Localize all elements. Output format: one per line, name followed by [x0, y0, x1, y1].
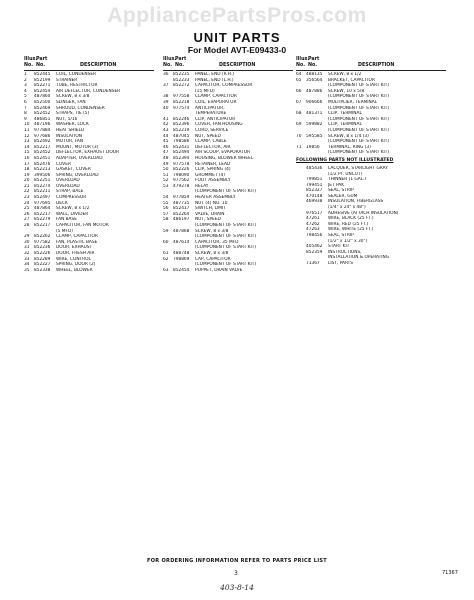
part-description: WASHER, LOCK	[56, 122, 89, 128]
part-description: STRAINER	[56, 77, 78, 83]
part-number: 852219	[173, 127, 190, 133]
part-description: START KIT	[328, 244, 350, 250]
part-number: 798869	[173, 256, 190, 262]
illus-number: 43	[163, 127, 169, 133]
page-title: UNIT PARTS	[193, 30, 281, 45]
part-description: SPRING, DOOR (2)	[56, 262, 96, 268]
part-number: 485436	[306, 165, 323, 171]
part-number: 852452	[34, 111, 51, 117]
header-part: Part	[308, 57, 320, 62]
part-number: 799451	[306, 182, 323, 188]
part-number: 405462	[306, 244, 323, 250]
part-number: 976517	[306, 210, 323, 216]
part-description: COIL, CONDENSER	[56, 72, 97, 77]
table-row	[296, 261, 446, 267]
part-description: (COMPONENT OF START KIT)	[195, 189, 257, 195]
illus-number: 2	[24, 77, 27, 83]
part-number: 852199	[34, 77, 51, 83]
part-description: RETAINER, LEAD	[195, 161, 231, 167]
part-description: INSTALLATION & OPERATING	[328, 255, 390, 261]
illus-number: 48	[163, 155, 169, 161]
part-description: CAPACITOR, FAN MOTOR	[56, 223, 109, 229]
part-description: CLAMP, CAPACITOR	[56, 234, 98, 240]
part-description: AIR DEFLECTOR, CONDENSER	[56, 88, 121, 94]
part-description: (COMPONENT OF START KIT)	[328, 83, 390, 89]
part-number: 977582	[34, 239, 51, 245]
handwritten-note: 403-8-14	[220, 583, 254, 592]
part-number: 852394	[173, 155, 190, 161]
part-description: MOUNT, MOTOR (3)	[56, 144, 99, 150]
header-no: No.	[163, 63, 173, 68]
illus-number: 20	[24, 178, 30, 184]
illus-number: 52	[163, 178, 169, 184]
part-description: DOOR, EXHAUST	[56, 245, 93, 251]
illus-number: 59	[163, 228, 169, 234]
part-description: CLIP, SPRING (4)	[195, 167, 231, 173]
part-description: (COMPONENT OF START KIT)	[328, 150, 390, 156]
part-number: 487860	[34, 94, 51, 100]
part-description: WIRE, CONTROL	[56, 256, 91, 262]
part-description: (COMPONENT OF START KIT)	[328, 127, 390, 133]
header-part-no: No.	[175, 63, 185, 68]
illus-number: 46	[163, 144, 169, 150]
table-row	[24, 268, 154, 274]
part-number: 852492	[34, 139, 51, 145]
part-number: 852218	[173, 99, 190, 105]
part-description: SCREW, 8 x 3/8	[195, 251, 229, 256]
part-description: FAN, PLASTIC BASE	[56, 239, 98, 245]
part-description: SEAL, STRIP	[328, 233, 354, 239]
part-description: CAP, CAPACITOR	[195, 256, 231, 262]
illus-number: 67	[296, 99, 302, 105]
header-no: No.	[296, 63, 306, 68]
part-number: 488135	[306, 72, 323, 77]
illus-number: 25	[24, 206, 30, 212]
illus-number: 33	[24, 256, 30, 262]
part-description: WIRE, WHITE (25 FT.)	[328, 227, 374, 233]
part-description: DEFLECTOR, AIR	[195, 144, 231, 150]
part-number: 487614	[173, 239, 190, 245]
part-description: (5 MFD)	[56, 228, 73, 234]
part-number: 852359	[306, 249, 323, 255]
part-description: BRACKET, CAPACITOR	[328, 77, 375, 83]
illus-number: 70	[296, 133, 302, 139]
illus-number: 16	[24, 155, 30, 161]
part-number: 852417	[173, 206, 190, 212]
column-header	[24, 57, 154, 71]
part-number: 852213	[34, 167, 51, 173]
part-description: CLAMP, CAPACITOR	[195, 94, 237, 100]
illus-number: 68	[296, 111, 302, 117]
parts-column-3	[296, 57, 446, 267]
illus-number: 1	[24, 72, 27, 77]
part-description: ADHESIVE (ATTACH INSULATION)	[328, 210, 399, 216]
part-description: WHEEL, BLOWER	[56, 267, 93, 273]
part-number: 852217	[34, 211, 51, 217]
illus-number: 62	[163, 256, 169, 262]
part-description: SLINGER, FAN	[56, 99, 86, 105]
part-description: COIL, EVAPORATOR	[195, 99, 237, 105]
part-number: 852289	[34, 256, 51, 262]
part-description: STRAP, BALE	[56, 189, 84, 195]
header-part-no: No.	[308, 63, 318, 68]
part-description: ANTICIPATOR,	[195, 105, 225, 111]
part-number: 852226	[34, 251, 51, 256]
illus-number: 36	[163, 72, 169, 77]
part-number: 977558	[173, 94, 190, 100]
illus-number: 31	[24, 245, 30, 251]
part-number: 798456	[306, 233, 323, 239]
illus-number: 21	[24, 183, 30, 189]
part-number: 977578	[173, 161, 190, 167]
part-description: (COMPONENT OF START KIT)	[328, 105, 390, 111]
part-description: CAPACITOR, COMPRESSOR	[195, 83, 253, 89]
part-number: 906666	[306, 99, 323, 105]
part-number: 852445	[34, 72, 51, 77]
header-illus: Illus.	[163, 57, 177, 62]
part-description: SWITCH, LIMIT	[195, 206, 226, 212]
part-number: 852233	[173, 77, 190, 83]
part-description: NUT (4) NO. 10	[195, 200, 228, 206]
part-description: SPRING, OVERLOAD	[56, 172, 99, 178]
illus-number: 10	[24, 122, 30, 128]
part-number: 47262	[306, 221, 320, 227]
part-number: 71367	[306, 261, 320, 266]
not-illustrated-heading: FOLLOWING PARTS NOT ILLUSTRATED	[296, 157, 394, 163]
illus-number: 47	[163, 150, 169, 156]
part-description: RELAY	[195, 183, 209, 189]
page-number: 3	[234, 570, 238, 577]
part-number: 487868	[173, 228, 190, 234]
part-description: HOUSING, BLOWER WHEEL	[195, 155, 254, 161]
part-number: 479278	[173, 183, 190, 189]
document-code: 71367	[442, 570, 458, 576]
part-number: 852272	[173, 83, 190, 89]
header-part: Part	[36, 57, 48, 62]
part-number: 487045	[173, 133, 190, 139]
part-description: NUT, SPEED	[195, 133, 221, 139]
header-part: Part	[175, 57, 187, 62]
illus-number: 61	[163, 251, 169, 256]
part-number: 47261	[306, 216, 320, 222]
part-description: SCREW, 8 x 1/2	[328, 72, 362, 77]
part-description: PANEL, END (R.H.)	[195, 72, 234, 77]
header-illus: Illus.	[296, 57, 310, 62]
part-description: DECK	[56, 200, 68, 206]
part-number: 487864	[34, 206, 51, 212]
part-description: WIRE, BLACK (25 FT.)	[328, 216, 374, 222]
part-description: VALVE, DRAIN	[195, 211, 225, 217]
header-no: No.	[24, 63, 34, 68]
part-description: (1/2" x 1/2" x 30")	[328, 238, 368, 244]
part-description: MULTIPLIER, TERMINAL	[328, 99, 378, 105]
part-description: (COMPONENT OF START KIT)	[328, 94, 390, 100]
part-number: 852396	[173, 122, 190, 128]
part-description: (COMPONENT OF START KIT)	[328, 139, 390, 145]
header-illus: Illus.	[24, 57, 38, 62]
column-header	[296, 57, 446, 71]
part-description: INSULATION, FIBERGLASS	[328, 199, 384, 205]
part-number: 852279	[34, 217, 51, 223]
illus-number: 57	[163, 211, 169, 217]
part-number: 852494	[173, 150, 190, 156]
part-description: TERMINAL, RING (3)	[328, 144, 371, 150]
illus-number: 27	[24, 217, 30, 223]
parts-column-1	[24, 57, 154, 273]
header-description: DESCRIPTION	[80, 63, 117, 68]
part-description: (COMPONENT OF START KIT)	[195, 245, 257, 251]
illus-number: 69	[296, 122, 302, 128]
illus-number: 45	[163, 139, 169, 145]
part-number: 852454	[173, 267, 190, 273]
part-number: 977884	[34, 127, 51, 133]
part-description: TUBE, RESTRICTOR	[56, 83, 98, 89]
illus-number: 60	[163, 239, 169, 245]
illus-number: 42	[163, 122, 169, 128]
part-description: JET PAK	[328, 182, 345, 188]
part-number: 481371	[306, 111, 323, 117]
illus-number: 56	[163, 206, 169, 212]
part-description: GROMMET (4)	[195, 172, 225, 178]
part-number: 852236	[34, 245, 51, 251]
part-description: CAPACITOR, 35 MFD	[195, 239, 239, 245]
illus-number: 51	[163, 172, 169, 178]
part-description: SEAL, STRIP	[328, 188, 354, 194]
part-number: 356564	[306, 77, 323, 83]
part-description: (1/2 PT. UNCUT)	[328, 171, 363, 177]
part-number: 486197	[173, 217, 190, 223]
illus-number: 37	[163, 83, 169, 89]
part-description: (1/4" x 24" x 48")	[328, 205, 366, 211]
part-description: NUT, 5/16	[56, 116, 78, 122]
part-description: NUT, SPEED	[195, 217, 221, 223]
part-description: COMPRESSOR	[56, 195, 87, 201]
part-description: COVER	[56, 161, 71, 167]
illus-number: 12	[24, 133, 30, 139]
illus-number: 23	[24, 195, 30, 201]
part-description: WIRE, RED (25 FT.)	[328, 221, 369, 227]
illus-number: 39	[163, 99, 169, 105]
part-number: 487196	[34, 122, 51, 128]
part-description: HEATER ASSEMBLY	[195, 195, 236, 201]
part-number: 852251	[34, 178, 51, 184]
part-number: 852476	[34, 161, 51, 167]
header-description: DESCRIPTION	[358, 63, 395, 68]
part-number: 852246	[173, 116, 190, 122]
part-number: 852431	[173, 144, 190, 150]
illus-number: 4	[24, 88, 27, 94]
table-row	[163, 268, 293, 274]
part-number: 852327	[306, 188, 323, 194]
header-part-no: No.	[36, 63, 46, 68]
illus-number: 19	[24, 172, 30, 178]
illus-number: 58	[163, 217, 169, 223]
illus-number: 26	[24, 211, 30, 217]
illus-number: 53	[163, 183, 169, 189]
part-description: OVERLOAD	[56, 178, 80, 184]
part-number: 852454	[34, 88, 51, 94]
part-description: HEAT SHIELD	[56, 127, 85, 133]
column-header	[163, 57, 293, 71]
part-description: ADAPTER, OVERLOAD	[56, 155, 103, 161]
part-description: MOTOR, FAN	[56, 139, 84, 145]
illus-number: 32	[24, 251, 30, 256]
part-description: TEMPERATURE	[195, 111, 227, 117]
part-number: 488748	[173, 251, 190, 256]
part-number: 19856	[306, 144, 320, 150]
illus-number: 41	[163, 116, 169, 122]
illus-number: 50	[163, 167, 169, 173]
part-description: SCREW, 10 x 5/8	[328, 88, 365, 94]
part-number: 469938	[306, 199, 323, 205]
part-description: INSTRUCTIONS,	[328, 249, 362, 255]
header-description: DESCRIPTION	[219, 63, 256, 68]
part-description: POPPET, DRAIN VALVE	[195, 267, 243, 273]
watermark: AppliancePartsPros.com	[107, 4, 367, 27]
part-description: (COMPONENT OF START KIT)	[328, 116, 390, 122]
part-number: 798090	[173, 172, 190, 178]
part-number: 798586	[173, 139, 190, 145]
illus-number: 14	[24, 144, 30, 150]
illus-number: 71	[296, 144, 302, 150]
illus-number: 44	[163, 133, 169, 139]
part-description: PANEL, END (L.H.)	[195, 77, 234, 83]
illus-number: 55	[163, 200, 169, 206]
part-number: 852226	[173, 167, 190, 173]
part-description: COVER, FAN HOUSING	[195, 122, 243, 128]
part-description: OVERLOAD	[56, 183, 80, 189]
model-subtitle: For Model AVT-E09433-0	[187, 45, 287, 55]
part-number: 595585	[306, 133, 323, 139]
illus-number: 35	[24, 267, 30, 273]
part-description: FAN BASE	[56, 217, 77, 223]
part-number: 486851	[34, 116, 51, 122]
part-number: 852497	[34, 195, 51, 201]
part-description: LACQUER, STARLIGHT GRAY	[328, 165, 388, 171]
part-description: DOOR, FRESH AIR	[56, 251, 95, 256]
part-description: CLIP, TERMINAL	[328, 122, 362, 128]
part-description: INSULATION	[56, 133, 82, 139]
part-description: CORD, SERVICE	[195, 127, 229, 133]
illus-number: 38	[163, 94, 169, 100]
illus-number: 18	[24, 167, 30, 173]
illus-number: 49	[163, 161, 169, 167]
illus-number: 24	[24, 200, 30, 206]
part-description: SCREW, 8 x 1/4 (3)	[328, 133, 369, 139]
illus-number: 7	[24, 105, 27, 111]
illus-number: 22	[24, 189, 30, 195]
illus-number: 64	[296, 72, 302, 77]
illus-number: 34	[24, 262, 30, 268]
parts-column-2	[163, 57, 293, 273]
part-number: 852217	[34, 223, 51, 229]
part-number: 799851	[306, 177, 323, 183]
illus-number: 65	[296, 77, 302, 83]
part-description: FOOT ASSEMBLY	[195, 178, 231, 184]
part-description: AIR SCOOP, EVAPORATOR	[195, 150, 251, 156]
part-description: CLAMP, CABLE	[195, 139, 227, 145]
illus-number: 15	[24, 150, 30, 156]
illus-number: 5	[24, 94, 27, 100]
part-description: (COMPONENT OF START KIT)	[195, 234, 257, 240]
illus-number: 13	[24, 139, 30, 145]
part-description: SCREW, 8 x 3/8	[56, 94, 90, 100]
part-number: 487886	[306, 88, 323, 94]
part-number: 470148	[306, 193, 323, 199]
illus-number: 8	[24, 111, 27, 117]
illus-number: 6	[24, 99, 27, 105]
part-number: 852271	[34, 83, 51, 89]
part-number: 852338	[34, 267, 51, 273]
illus-number	[296, 261, 306, 267]
part-number: 852264	[173, 211, 190, 217]
part-number: 852235	[173, 72, 190, 77]
part-number: 852451	[34, 155, 51, 161]
illus-number: 29	[24, 234, 30, 240]
part-description: DEFLECTOR, EXHAUST DOOR	[56, 150, 120, 156]
part-number: 977574	[173, 105, 190, 111]
ordering-note: FOR ORDERING INFORMATION REFER TO PARTS PRICE LIST	[147, 558, 327, 564]
part-description: SHROUD, CONDENSER	[56, 105, 105, 111]
part-number: 487735	[173, 200, 190, 206]
part-description: SCREW, 8 x 1/2	[56, 206, 90, 212]
illus-number: 66	[296, 88, 302, 94]
illus-number: 54	[163, 195, 169, 201]
part-description: SEALER, GUM	[328, 193, 358, 199]
part-number: 47263	[306, 227, 320, 233]
part-description: (15 MFD)	[195, 88, 215, 94]
part-number: 599882	[306, 122, 323, 128]
part-number: 852469	[34, 105, 51, 111]
illus-number: 17	[24, 161, 30, 167]
part-description: STRAPS, TIE (5)	[56, 111, 90, 117]
illus-number: 40	[163, 105, 169, 111]
part-description: SCREW, 8 x 3/8	[195, 228, 229, 234]
part-number: 852211	[34, 189, 51, 195]
part-number: 399506	[34, 172, 51, 178]
part-number: 977686	[34, 133, 51, 139]
part-description: (COMPONENT OF START KIT)	[195, 223, 257, 229]
part-description: CLIP, TERMINAL	[328, 111, 362, 117]
part-number: 977859	[173, 195, 190, 201]
part-number: 977562	[173, 178, 190, 184]
part-description: LIST, PARTS	[328, 261, 354, 266]
part-description: GASKET, COVER	[56, 167, 91, 173]
part-number: 852452	[34, 150, 51, 156]
part-number: 852227	[34, 262, 51, 268]
part-description: THINNER (1 GAL.)	[328, 177, 367, 183]
illus-number: 28	[24, 223, 30, 229]
illus-number: 11	[24, 127, 30, 133]
illus-number: 9	[24, 116, 27, 122]
illus-number: 3	[24, 83, 27, 89]
illus-number: 63	[163, 267, 169, 273]
part-number: 852274	[34, 183, 51, 189]
part-description: CLIP, ANTICIPATOR	[195, 116, 236, 122]
part-number: 852217	[34, 144, 51, 150]
part-number: 977695	[34, 200, 51, 206]
part-number: 852500	[34, 99, 51, 105]
part-description: WALL, DIVIDER	[56, 211, 89, 217]
illus-number: 30	[24, 239, 30, 245]
part-description: (COMPONENT OF START KIT)	[195, 262, 257, 268]
part-number: 852262	[34, 234, 51, 240]
